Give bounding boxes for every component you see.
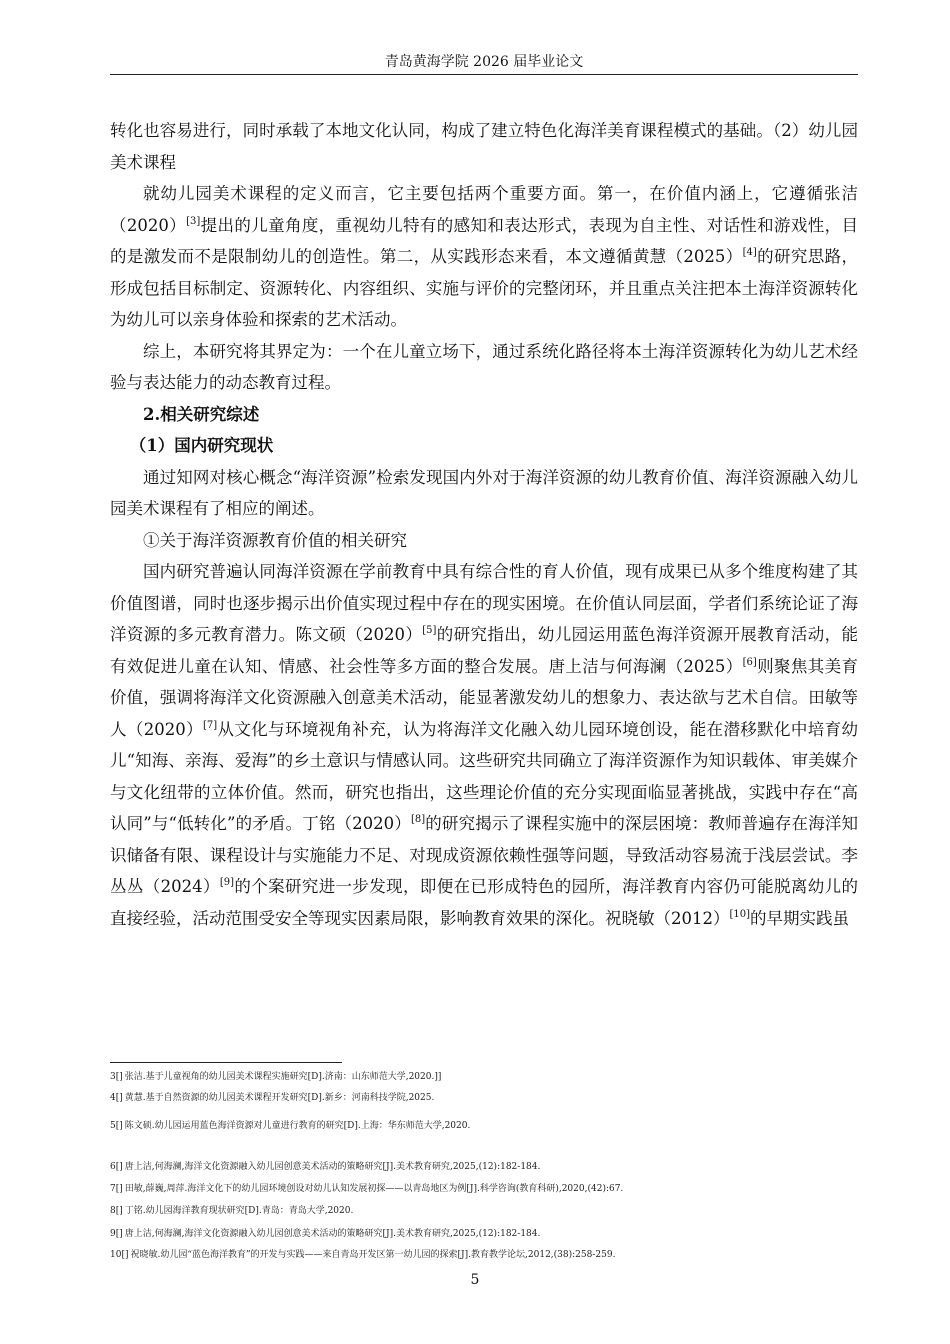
paragraph-6-text-g: 的早期实践虽: [750, 908, 850, 928]
running-header: 青岛黄海学院 2026 届毕业论文: [384, 54, 584, 70]
paragraph-3: 综上，本研究将其界定为：一个在儿童立场下，通过系统化路径将本土海洋资源转化为幼儿艺术经验与表达能力的动态教育过程。: [110, 341, 858, 392]
paragraph-6-text-e: 的研究揭示了课程实施中的深层困境：教师普遍存在海洋知识储备有限、课程设计与实施能力不足、对现成资源依赖性强等问题，导致活动容易流于浅层尝试。李丛丛（2024）: [110, 814, 858, 896]
footnote-text: 唐上洁,何海澜,海洋文化资源融入幼儿园创意美术活动的策略研究[J].美术教育研究,2025,(12):182-184.: [124, 1229, 541, 1239]
footnote-5: [110, 1120, 470, 1132]
citation-3: [3]: [186, 215, 201, 227]
footnote-number: 7[]: [110, 1184, 123, 1194]
footnote-number: 4[]: [110, 1093, 123, 1103]
citation-5: [5]: [422, 625, 437, 636]
footnote-6: [110, 1161, 540, 1173]
section-heading: 2.相关研究综述: [143, 404, 260, 424]
footnote-number: 3[]: [110, 1072, 123, 1082]
paragraph-2: [110, 178, 858, 336]
footnote-number: 10[]: [110, 1250, 129, 1260]
paragraph-6-text-b: 的研究指出，幼儿园运用蓝色海洋资源开展教育活动，能有效促进儿童在认知、情感、社会性等多方面的整合发展。唐上洁与何海澜（2025）: [110, 625, 858, 676]
paragraph-6-text-d: 从文化与环境视角补充，认为将海洋文化融入幼儿园环境创设，能在潜移默化中培育幼儿“知海、亲海、爱海”的乡土意识与情感认同。这些研究共同确立了海洋资源作为知识载体、审美媒介与文化纽带的立体价值。然而，研究也指出，这些理论价值的充分实现面临显著挑战，实践中存在“高认同”与“低转化”的矛盾。丁铭（2020）: [110, 719, 858, 833]
header-rule: [110, 74, 858, 75]
citation-7: [7]: [202, 719, 218, 731]
citation-6: [6]: [742, 656, 757, 668]
paragraph-4: 通过知网对核心概念“海洋资源”检索发现国内外对于海洋资源的幼儿教育价值、海洋资源融入幼儿园美术课程有了相应的阐述。: [110, 467, 858, 518]
footnote-7: [110, 1183, 623, 1195]
footnote-10: [110, 1249, 615, 1261]
footnote-number: 5[]: [110, 1121, 123, 1131]
footnote-rule: [110, 1062, 342, 1063]
citation-4: [4]: [742, 247, 757, 258]
footnote-text: 田敏,薛巍,周萍.海洋文化下的幼儿园环境创设对幼儿认知发展初探——以青岛地区为例[J].科学咨询(教育科研),2020,(42):67.: [124, 1184, 624, 1194]
footnote-text: 祝晓敏.幼儿园“蓝色海洋教育”的开发与实践——来自青岛开发区第一幼儿园的探索[J].教育教学论坛,2012,(38):258-259.: [130, 1250, 616, 1260]
paragraph-2-text-b: 提出的儿童角度，重视幼儿特有的感知和表达形式，表现为自主性、对话性和游戏性，目的是激发而不是限制幼儿的创造性。第二，从实践形态来看，本文遵循黄慧（2025）: [110, 215, 858, 266]
footnote-text: 黄慧.基于自然资源的幼儿园美术课程开发研究[D].新乡：河南科技学院,2025.: [124, 1093, 435, 1103]
footnote-text: 张洁.基于儿童视角的幼儿园美术课程实施研究[D].济南：山东师范大学,2020.]]: [124, 1072, 442, 1082]
paragraph-6-text-f: 的个案研究进一步发现，即便在已形成特色的园所，海洋教育内容仍可能脱离幼儿的直接经验，活动范围受安全等现实因素局限，影响教育效果的深化。祝晓敏（2012）: [110, 877, 859, 928]
body-text: [110, 115, 858, 934]
subsection-heading: （1）国内研究现状: [129, 436, 274, 455]
footnote-number: 8[]: [110, 1206, 123, 1216]
paragraph-5: ①关于海洋资源教育价值的相关研究: [143, 530, 407, 550]
paragraph-2-text-c: 的研究思路，形成包括目标制定、资源转化、内容组织、实施与评价的完整闭环，并且重点关注把本土海洋资源转化为幼儿可以亲身体验和探索的艺术活动。: [110, 247, 859, 329]
citation-9: [9]: [219, 877, 234, 888]
citation-8: [8]: [410, 814, 426, 825]
footnote-number: 6[]: [110, 1162, 123, 1172]
footnote-text: 唐上洁,何海澜,海洋文化资源融入幼儿园创意美术活动的策略研究[J].美术教育研究,2025,(12):182-184.: [124, 1162, 541, 1172]
page-number: 5: [470, 1272, 480, 1288]
citation-10: [10]: [729, 908, 751, 920]
footnote-3: [110, 1071, 441, 1083]
footnote-text: 陈文硕.幼儿园运用蓝色海洋资源对儿童进行教育的研究[D].上海：华东师范大学,2020.: [124, 1121, 471, 1131]
paragraph-2-text-a: 就幼儿园美术课程的定义而言，它主要包括两个重要方面。第一，在价值内涵上，它遵循张洁（2020）: [110, 184, 858, 235]
paragraph-1: 转化也容易进行，同时承载了本地文化认同，构成了建立特色化海洋美育课程模式的基础。（2）幼儿园美术课程: [110, 121, 858, 172]
paragraph-6-text-a: 国内研究普遍认同海洋资源在学前教育中具有综合性的育人价值，现有成果已从多个维度构建了其价值图谱，同时也逐步揭示出价值实现过程中存在的现实困境。在价值认同层面，学者们系统论证了海洋资源的多元教育潜力。陈文硕（2020）: [110, 562, 858, 644]
footnote-4: [110, 1092, 434, 1104]
footnote-9: [110, 1228, 540, 1240]
footnote-number: 9[]: [110, 1229, 123, 1239]
paragraph-6: [110, 556, 858, 934]
paragraph-6-text-c: 则聚焦其美育价值，强调将海洋文化资源融入创意美术活动，能显著激发幼儿的想象力、表达欲与艺术自信。田敏等人（2020）: [110, 656, 859, 739]
footnote-8: [110, 1205, 353, 1217]
footnote-text: 丁铭.幼儿园海洋教育现状研究[D].青岛：青岛大学,2020.: [124, 1206, 354, 1216]
